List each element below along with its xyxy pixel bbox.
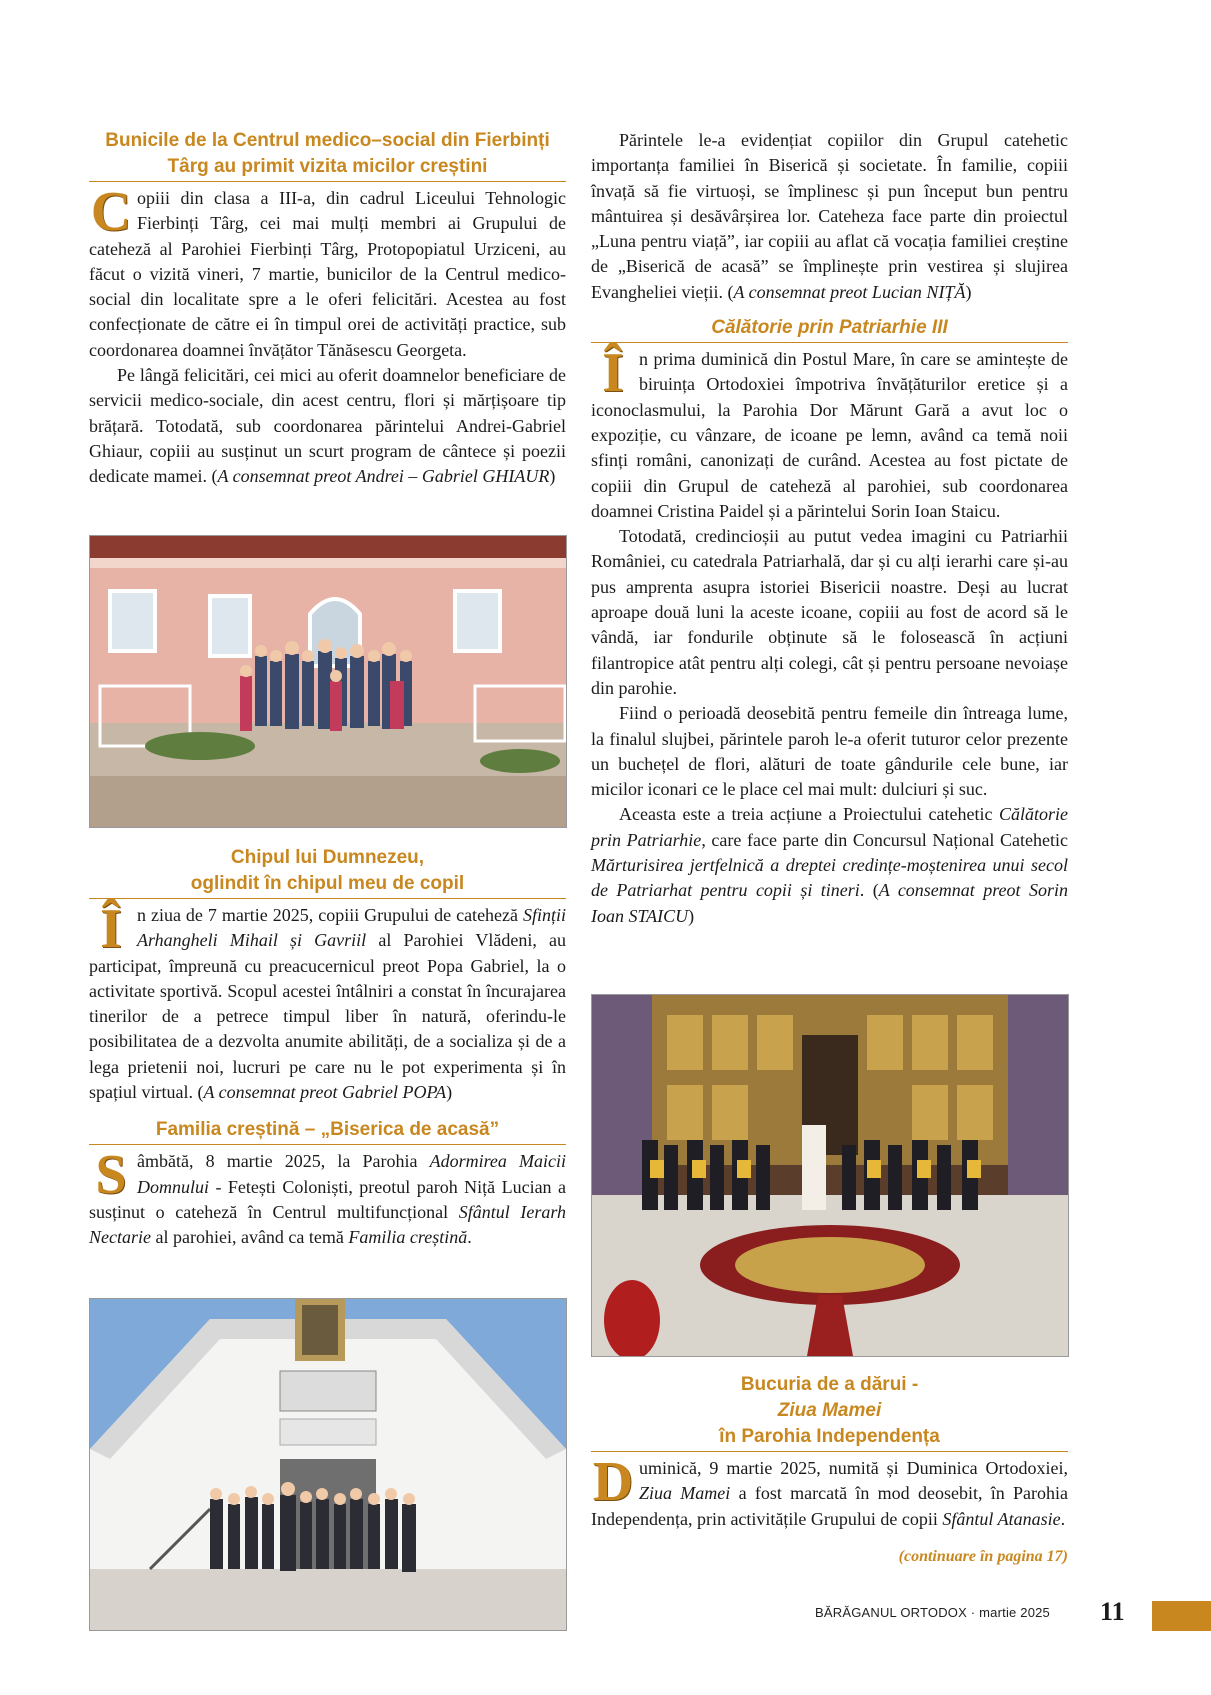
- footer-publication: BĂRĂGANUL ORTODOX · martie 2025: [815, 1605, 1050, 1620]
- article-paragraph: În ziua de 7 martie 2025, copiii Grupului de cateheză Sfinții Arhangheli Mihail și Gavriil al Parohiei Vlădeni, au participat, împreună cu preacucernicul preot Popa Gabriel, la o activitate sportivă. Scopul acestei întâlniri a constat în încurajarea tinerilor de a petrece timpul liber în natură, oferindu-le posibilitatea de a dezvolta anumite abilități, de a socializa și de a lega prietenii noi, lucruri pe care nu le pot experimenta și în spațiul virtual. (A consemnat preot Gabriel POPA): [89, 898, 566, 1103]
- article-title-bucuria: Bucuria de a dărui - Ziua Mamei în Parohia Independența: [591, 1372, 1068, 1452]
- left-column: [89, 128, 566, 490]
- continuation-note: (continuare în pagina 17): [898, 1548, 1068, 1565]
- article-paragraph: În prima duminică din Postul Mare, în care se amintește de biruința Ortodoxiei împotriva învățăturilor eretice și a iconoclasmului, la Parohia Dor Mărunt Gară a avut loc o expoziție, cu vânzare, de icoane pe lemn, având ca temă noii sfinți români, canonizați de curând. Acestea au fost pictate de copiii din Grupul de cateheză al parohiei, sub coordonarea doamnei Cristina Paidel și a părintelui Sorin Ioan Staicu.: [591, 342, 1068, 521]
- page-number-bar: [1152, 1601, 1211, 1631]
- drop-cap: D: [592, 1451, 634, 1513]
- article-bucuria: [591, 1372, 1068, 1532]
- drop-cap: C: [90, 181, 132, 243]
- article-paragraph: Părintele le-a evidențiat copiilor din Grupul catehetic importanța familiei în Biserică și societate. În familie, copiii învață să fie virtuoși, se împlinesc și pun început bun pentru mântuirea și desăvârșirea lor. Cateheza face parte din proiectul „Luna pentru viață”, iar copiii au aflat că vocația familiei creștine de „Biserică de acasă” se împlinește prin vestirea și slujirea Evangheliei vieții. (A consemnat preot Lucian NIȚĂ): [591, 130, 1068, 302]
- drop-cap: Î: [602, 342, 624, 405]
- article-paragraph: Pe lângă felicitări, cei mici au oferit doamnelor beneficiare de servicii medico-sociale, din acest centru, flori și mărțișoare tip brățară. Totodată, sub coordonarea părintelui Andrei-Gabriel Ghiaur, copiii au susținut un scurt program de cântece și poezii dedicate mamei. (A consemnat preot Andrei – Gabriel GHIAUR): [89, 365, 566, 487]
- photo-group-building: [89, 1298, 567, 1631]
- right-column: [591, 128, 1068, 929]
- article-chipul: [89, 845, 566, 1251]
- article-title-bunicile: Bunicile de la Centrul medico–social din Fierbinți Târg au primit vizita micilor creștini: [89, 128, 566, 182]
- drop-cap: Î: [100, 898, 122, 960]
- page-number: 11: [1100, 1597, 1125, 1626]
- photo-children-center: [89, 535, 567, 828]
- article-paragraph: Fiind o perioadă deosebită pentru femeile din întreaga lume, la finalul slujbei, părintele paroh le-a oferit tuturor celor prezente un buchețel de flori, alături de toate gândurile cele bune, iar micilor iconari ce le place cel mai mult: dulciuri și suc.: [591, 703, 1068, 800]
- drop-cap: S: [95, 1144, 127, 1207]
- article-paragraph: Duminică, 9 martie 2025, numită și Duminica Ortodoxiei, Ziua Mamei a fost marcată în mod deosebit, în Parohia Independența, prin activitățile Grupului de copii Sfântul Atanasie.: [591, 1451, 1069, 1529]
- article-title-familia: Familia creștină – „Biserica de acasă”: [89, 1117, 566, 1145]
- article-title-calatorie: Călătorie prin Patriarhie III: [591, 315, 1068, 343]
- photo-church-interior: [591, 994, 1069, 1357]
- article-paragraph: Aceasta este a treia acțiune a Proiectului catehetic Călătorie prin Patriarhie, care face parte din Concursul Național Catehetic Mărturisirea jertfelnică a dreptei credințe-moștenirea unui secol de Patriarhat pentru copii și tineri. (A consemnat preot Sorin Ioan STAICU): [591, 804, 1068, 926]
- photo-children-center-image: [90, 536, 566, 827]
- article-paragraph: Copiii din clasa a III-a, din cadrul Liceului Tehnologic Fierbinți Târg, cei mai mulți membri ai Grupului de cateheză al Parohiei Fierbinți Târg, Protopopiatul Urziceni, au făcut o vizită vineri, 7 martie, bunicilor de la Centrul medico-social din localitate spre a le oferi felicitări. Acestea au fost confecționate de către ei în timpul orei de activități practice, sub coordonarea doamnei învățător Tănăsescu Georgeta.: [89, 181, 566, 360]
- photo-church-interior-image: [592, 995, 1068, 1356]
- article-title-chipul: Chipul lui Dumnezeu, oglindit în chipul meu de copil: [89, 845, 566, 899]
- article-paragraph: Totodată, credincioșii au putut vedea imagini cu Patriarhii României, cu catedrala Patriarhală, dar și cu alți ierarhi care și-au pus amprenta asupra istoriei Bisericii noastre. Deși au lucrat aproape două luni la aceste icoane, copiii au fost de acord să le vândă, iar fondurile obținute să le folosească în acțiuni filantropice atât pentru alți colegi, cât și pentru persoane nevoiașe din parohie.: [591, 526, 1068, 698]
- photo-group-building-image: [90, 1299, 566, 1630]
- article-paragraph: Sâmbătă, 8 martie 2025, la Parohia Adormirea Maicii Domnului - Fetești Coloniști, preotul paroh Niță Lucian a susținut o cateheză în Centrul multifuncțional Sfântul Ierarh Nectarie al parohiei, având ca temă Familia creștină.: [89, 1144, 567, 1248]
